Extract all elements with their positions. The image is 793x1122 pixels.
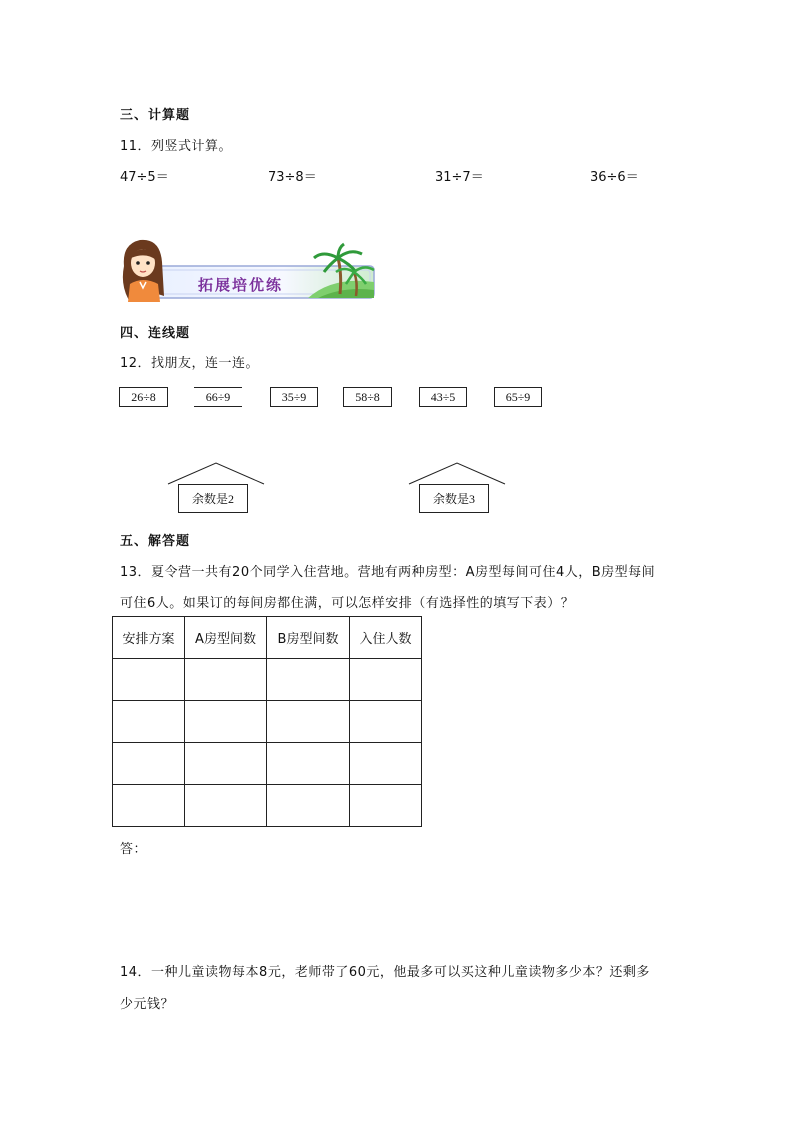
arrangement-table (112, 616, 422, 827)
house-roof-2 (407, 461, 507, 485)
section-title-word-problems: 五、解答题 (120, 534, 191, 549)
table-cell[interactable] (267, 785, 350, 827)
equation-4: 36÷6＝ (590, 170, 639, 185)
banner-text: 拓展培优练 (198, 276, 284, 294)
table-row (113, 743, 422, 785)
banner-illustration (118, 236, 380, 306)
question-13-line-2: 可住6人。如果订的每间房都住满，可以怎样安排（有选择性的填写下表）？ (120, 596, 575, 611)
header-plan: 安排方案 (113, 617, 185, 659)
header-occupants: 入住人数 (350, 617, 422, 659)
table-cell[interactable] (185, 659, 267, 701)
question-11-prompt: 11．列竖式计算。 (120, 139, 233, 154)
question-12-prompt: 12．找朋友，连一连。 (120, 356, 260, 371)
equation-3: 31÷7＝ (435, 170, 484, 185)
table-cell[interactable] (185, 785, 267, 827)
match-box-3[interactable]: 35÷9 (270, 387, 318, 407)
question-13-line-1: 13．夏令营一共有20个同学入住营地。营地有两种房型：A房型每间可住4人，B房型每间 (120, 565, 656, 580)
extension-practice-banner (118, 236, 380, 306)
match-box-6[interactable]: 65÷9 (494, 387, 542, 407)
header-a-rooms: A房型间数 (185, 617, 267, 659)
table-cell[interactable] (185, 701, 267, 743)
equation-2: 73÷8＝ (268, 170, 317, 185)
match-box-1[interactable]: 26÷8 (119, 387, 168, 407)
table-cell[interactable] (113, 659, 185, 701)
section-title-calculation: 三、计算题 (120, 108, 191, 123)
question-14-line-2: 少元钱？ (120, 997, 175, 1012)
answer-label: 答： (120, 842, 148, 857)
equation-1: 47÷5＝ (120, 170, 169, 185)
table-cell[interactable] (350, 659, 422, 701)
table-cell[interactable] (267, 743, 350, 785)
match-box-5[interactable]: 43÷5 (419, 387, 467, 407)
table-cell[interactable] (113, 743, 185, 785)
table-cell[interactable] (267, 659, 350, 701)
house-remainder-3[interactable]: 余数是3 (419, 484, 489, 513)
table-row (113, 701, 422, 743)
table-cell[interactable] (350, 743, 422, 785)
section-title-matching: 四、连线题 (120, 326, 191, 341)
table-cell[interactable] (350, 785, 422, 827)
table-row (113, 659, 422, 701)
table-cell[interactable] (185, 743, 267, 785)
table-cell[interactable] (113, 701, 185, 743)
table-cell[interactable] (267, 701, 350, 743)
house-roof-1 (166, 461, 266, 485)
question-14-line-1: 14．一种儿童读物每本8元，老师带了60元，他最多可以买这种儿童读物多少本？还剩多 (120, 965, 650, 980)
table-header-row (113, 617, 422, 659)
house-remainder-2[interactable]: 余数是2 (178, 484, 248, 513)
match-box-4[interactable]: 58÷8 (343, 387, 392, 407)
table-cell[interactable] (350, 701, 422, 743)
match-box-2[interactable]: 66÷9 (194, 387, 242, 407)
table-row (113, 785, 422, 827)
table-cell[interactable] (113, 785, 185, 827)
header-b-rooms: B房型间数 (267, 617, 350, 659)
